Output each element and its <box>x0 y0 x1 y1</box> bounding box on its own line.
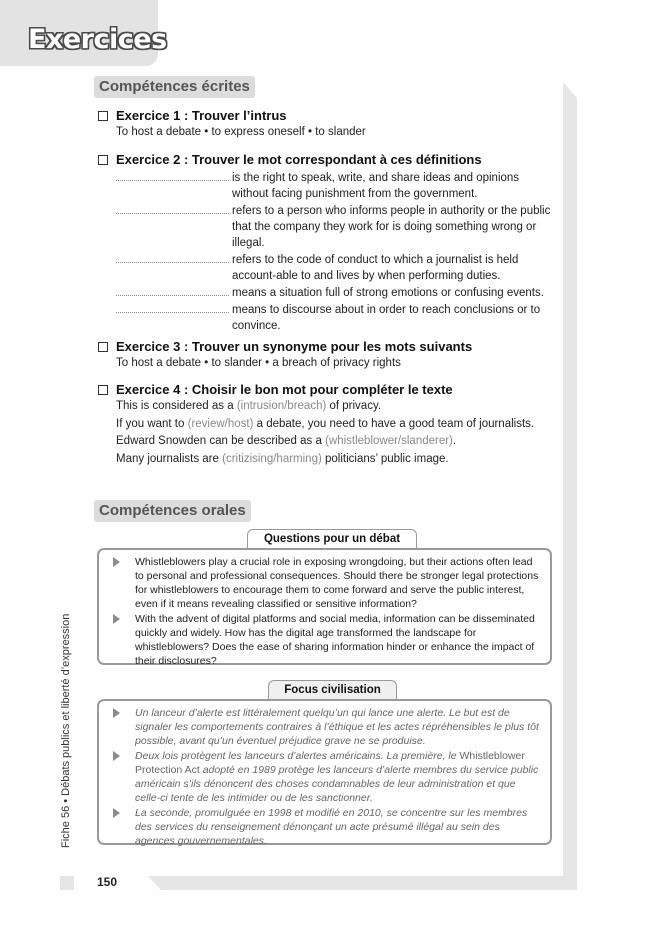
choice-option[interactable]: (critizising/harming) <box>222 452 322 465</box>
section-heading-ecrites: Compétences écrites <box>94 76 255 98</box>
choice-option[interactable]: (review/host) <box>187 417 254 430</box>
exercise-4-title-text: Exercice 4 : Choisir le bon mot pour compléter le texte <box>116 382 453 397</box>
answer-blank[interactable] <box>116 302 229 313</box>
page-number: 150 <box>97 875 118 889</box>
bullet-separator: • <box>201 126 212 138</box>
exercise-3-checkbox[interactable] <box>98 342 108 352</box>
law-name: Whistleblower Protection Act <box>135 750 525 776</box>
triangle-bullet-icon <box>113 614 120 624</box>
questions-box <box>97 548 552 665</box>
focus-item <box>107 806 540 848</box>
definition-text: is the right to speak, write, and share ideas and opinions without facing punishment from the government. <box>232 172 520 200</box>
ex4-sentence: If you want to (review/host) a debate, you need to have a good team of journalists. <box>116 417 535 430</box>
exercise-1-title <box>98 107 558 124</box>
focus-box <box>97 699 552 845</box>
ex1-item: To host a debate <box>116 126 202 138</box>
answer-blank[interactable] <box>116 170 229 181</box>
definition-text: means to discourse about in order to reach conclusions or to convince. <box>232 304 541 332</box>
definition-row <box>116 252 558 284</box>
bullet-separator: • <box>201 357 212 369</box>
definition-row <box>116 285 558 301</box>
definition-row <box>116 203 558 251</box>
exercise-1-checkbox[interactable] <box>98 111 108 121</box>
triangle-bullet-icon <box>113 751 120 761</box>
exercise-3-title <box>98 338 558 355</box>
page-shadow-bottom <box>148 876 577 890</box>
focus-item <box>107 749 540 805</box>
question-text: With the advent of digital platforms and social media, information can be disseminated quickly and widely. How has the digital age transformed the landscape for whistleblowers? Does the ease of sharing information hinder or enhance the impact of their disclosures? <box>135 613 535 667</box>
question-item <box>107 612 540 668</box>
definition-row <box>116 170 558 202</box>
choice-option[interactable]: (whistleblower/slanderer) <box>325 435 453 447</box>
section-heading-orales: Compétences orales <box>94 500 251 522</box>
focus-box-title: Focus civilisation <box>268 680 397 701</box>
exercise-2 <box>98 151 558 335</box>
footer-square <box>60 876 74 890</box>
answer-blank[interactable] <box>116 203 229 214</box>
question-text: Whistleblowers play a crucial role in exposing wrongdoing, but their actions often lead to personal and professional consequences. Should there be stronger legal protections for whistleblowers to encourage them to come forward and serve the public interest, even if it means revealing classified or sensitive information? <box>135 556 539 610</box>
exercise-1 <box>98 107 558 142</box>
exercise-2-checkbox[interactable] <box>98 155 108 165</box>
ex4-sentence: Edward Snowden can be described as a (whistleblower/slanderer). <box>116 435 457 447</box>
exercise-1-title-text: Exercice 1 : Trouver l’intrus <box>116 108 287 123</box>
ex1-item: to express oneself <box>211 126 305 138</box>
triangle-bullet-icon <box>113 808 120 818</box>
definition-row <box>116 302 558 334</box>
focus-text: Un lanceur d’alerte est littéralement quelqu’un qui lance une alerte. Le but est de signaler les comportements contraires à l’éthique et les actes répréhensibles le plus tôt possible, avant qu’un éventuel préjudice grave ne se produise. <box>135 707 539 747</box>
ex4-sentence: Many journalists are (critizising/harming) politicians’ public image. <box>116 452 449 465</box>
exercise-2-title-text: Exercice 2 : Trouver le mot correspondant à ces définitions <box>116 152 482 167</box>
questions-box-title: Questions pour un débat <box>247 529 417 550</box>
exercise-4 <box>98 381 558 468</box>
focus-text: La seconde, promulguée en 1998 et modifié en 2010, se concentre sur les membres des services du renseignement dénonçant un acte présumé illégal au sein des agences gouvernementales. <box>135 807 528 847</box>
triangle-bullet-icon <box>113 557 120 567</box>
exercise-4-checkbox[interactable] <box>98 385 108 395</box>
answer-blank[interactable] <box>116 285 229 296</box>
focus-text: Deux lois protègent les lanceurs d’alertes américains. La première, le Whistleblower Protection Act adopté en 1989 protège les lanceurs d’alerte membres du service public américain s’ils dénoncent des choses condamnables de leur administration et que celle-ci tente de les intimider ou de les sanctionner. <box>135 750 539 804</box>
ex3-item: to slander <box>211 357 262 369</box>
page-shadow-right <box>563 82 577 890</box>
definition-text: refers to a person who informs people in authority or the public that the company they work for is doing something wrong or illegal. <box>232 205 551 249</box>
page-title: Exercices <box>28 24 167 55</box>
focus-item <box>107 706 540 748</box>
exercise-3-items <box>116 355 558 373</box>
ex4-sentence: This is considered as a (intrusion/breach) of privacy. <box>116 400 382 412</box>
triangle-bullet-icon <box>113 708 120 718</box>
chapter-side-label: Fiche 56 • Débats publics et liberté d’expression <box>60 613 72 848</box>
exercise-3 <box>98 338 558 373</box>
bullet-separator: • <box>261 357 273 369</box>
exercise-2-title <box>98 151 558 168</box>
bullet-separator: • <box>304 126 316 138</box>
ex1-item: to slander <box>315 126 366 138</box>
choice-option[interactable]: (intrusion/breach) <box>236 400 327 412</box>
definition-text: means a situation full of strong emotions or confusing events. <box>232 287 544 299</box>
ex3-item: a breach of privacy rights <box>272 357 401 369</box>
definition-text: refers to the code of conduct to which a journalist is held account-able to and lives by when performing duties. <box>232 254 519 282</box>
exercise-1-items <box>116 124 558 142</box>
exercise-3-title-text: Exercice 3 : Trouver un synonyme pour les mots suivants <box>116 339 473 354</box>
ex3-item: To host a debate <box>116 357 202 369</box>
exercise-4-title <box>98 381 558 398</box>
question-item <box>107 555 540 611</box>
answer-blank[interactable] <box>116 252 229 263</box>
